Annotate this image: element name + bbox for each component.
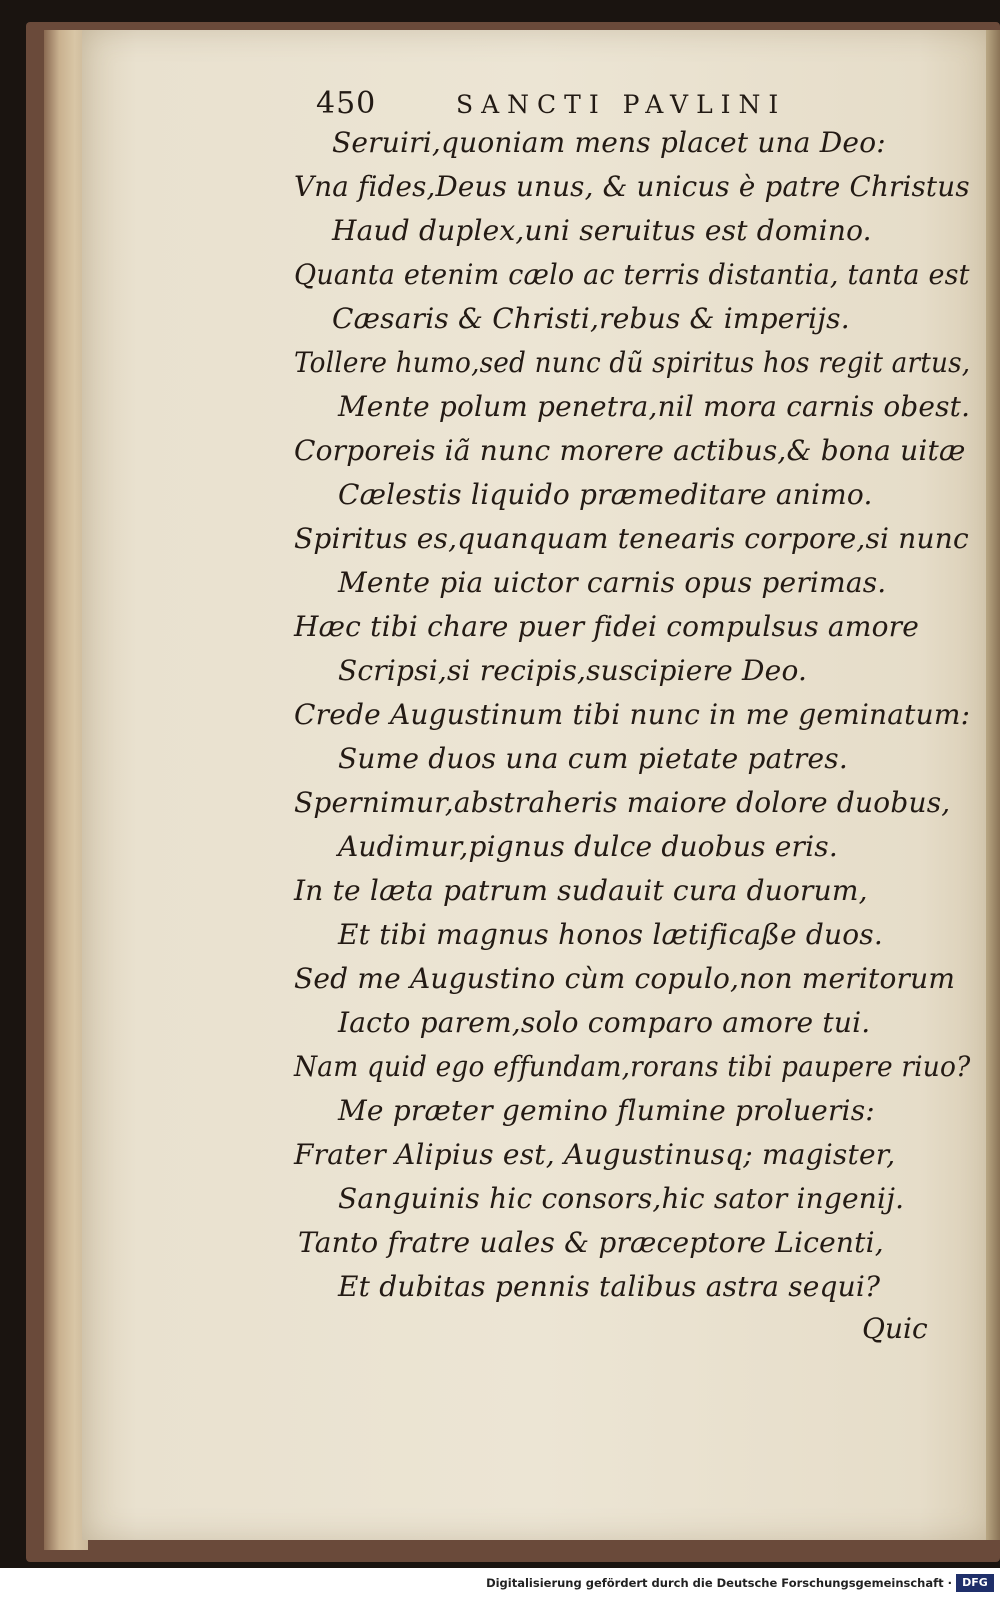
catchword: Quic [862, 1312, 928, 1345]
page-right-edge [986, 30, 1000, 1540]
book-page [82, 30, 992, 1540]
digitization-footer [0, 1568, 1000, 1598]
verse-line: Spiritus es,quanquam tenearis corpore,si nunc [294, 522, 969, 555]
verse-line: Sume duos una cum pietate patres. [338, 742, 848, 775]
verse-line: Vna fides,Deus unus, & unicus è patre Christus [294, 170, 970, 203]
verse-line: Spernimur,abstraheris maiore dolore duobus, [294, 786, 951, 819]
verse-line: Quanta etenim cælo ac terris distantia, tanta est [294, 258, 970, 291]
verse-line: Haud duplex,uni seruitus est domino. [332, 214, 872, 247]
verse-line: Cæsaris & Christi,rebus & imperijs. [332, 302, 850, 335]
verse-line: Seruiri,quoniam mens placet una Deo: [332, 126, 886, 159]
verse-line: Scripsi,si recipis,suscipiere Deo. [338, 654, 808, 687]
page-number: 450 [316, 86, 377, 121]
verse-line: Mente polum penetra,nil mora carnis obest. [338, 390, 971, 423]
verse-line: Tollere humo,sed nunc dũ spiritus hos regit artus, [294, 346, 971, 379]
verse-line: Mente pia uictor carnis opus perimas. [338, 566, 887, 599]
verse-line: Frater Alipius est, Augustinusq; magister, [294, 1138, 896, 1171]
verse-line: Et dubitas pennis talibus astra sequi? [338, 1270, 881, 1303]
verse-line: Sanguinis hic consors,hic sator ingenij. [338, 1182, 905, 1215]
verse-line: Audimur,pignus dulce duobus eris. [338, 830, 838, 863]
verse-line: Me præter gemino flumine prolueris: [338, 1094, 875, 1127]
verse-line: Nam quid ego effundam,rorans tibi paupere riuo? [294, 1050, 971, 1083]
verse-line: In te læta patrum sudauit cura duorum, [294, 874, 868, 907]
verse-line: Et tibi magnus honos lætificaße duos. [338, 918, 883, 951]
verse-line: Hæc tibi chare puer fidei compulsus amore [294, 610, 919, 643]
dfg-logo-icon[interactable]: DFG [956, 1574, 994, 1592]
verse-line: Iacto parem,solo comparo amore tui. [338, 1006, 871, 1039]
verse-line: Corporeis iã nunc morere actibus,& bona uitæ [294, 434, 966, 467]
verse-line: Cælestis liquido præmeditare animo. [338, 478, 873, 511]
page-header [316, 84, 856, 128]
verse-line: Tanto fratre uales & præceptore Licenti, [298, 1226, 884, 1259]
verse-line: Sed me Augustino cùm copulo,non meritorum [294, 962, 956, 995]
running-title: SANCTI PAVLINI [456, 90, 787, 119]
verse-line: Crede Augustinum tibi nunc in me geminatum: [294, 698, 971, 731]
funding-credit: Digitalisierung gefördert durch die Deutsche Forschungsgemeinschaft · [486, 1576, 952, 1590]
